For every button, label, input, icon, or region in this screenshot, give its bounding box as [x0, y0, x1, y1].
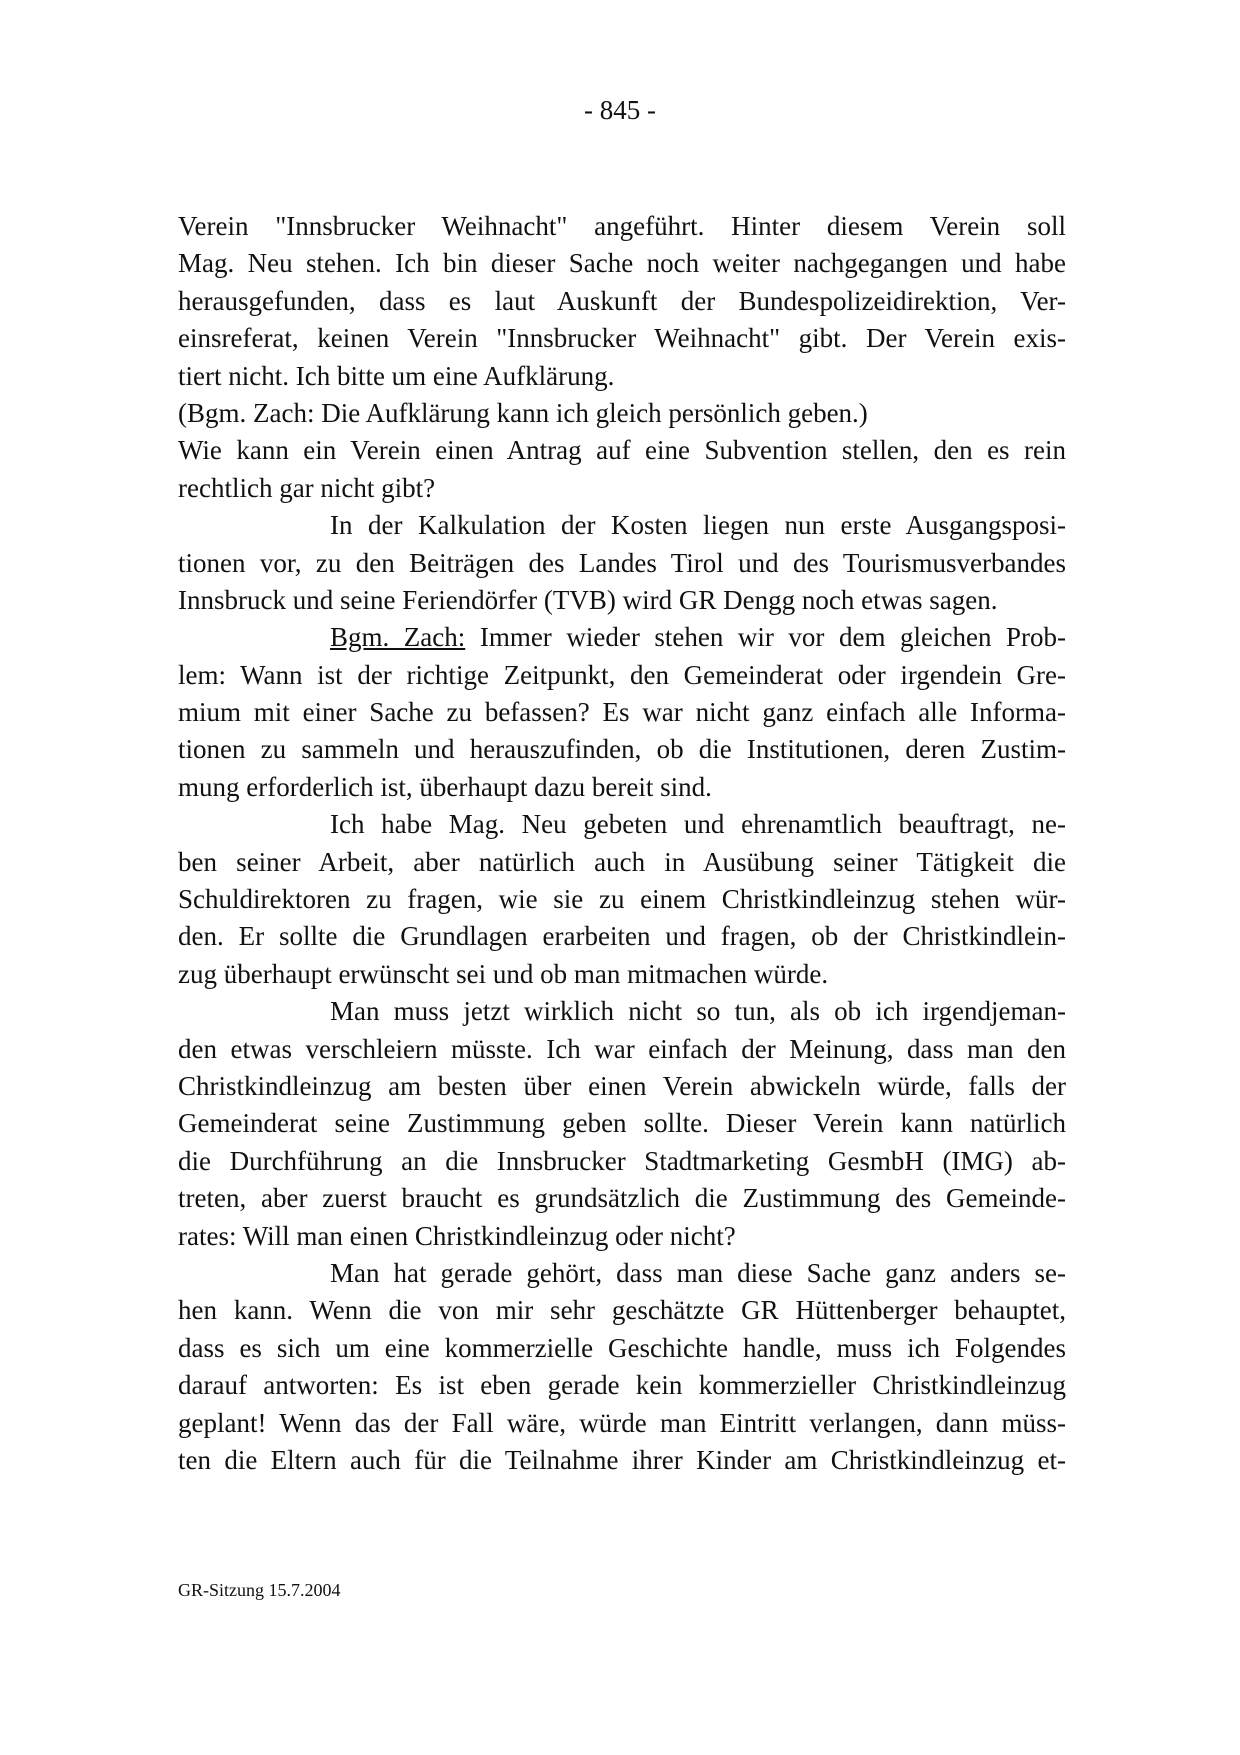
text-line: In der Kalkulation der Kosten liegen nun erste Ausgangsposi-: [330, 510, 1066, 541]
page-footer: GR-Sitzung 15.7.2004: [178, 1580, 341, 1600]
text-line: den etwas verschleiern müsste. Ich war einfach der Meinung, dass man den: [178, 1033, 1066, 1064]
text-line: tiert nicht. Ich bitte um eine Aufklärung.: [178, 360, 615, 391]
text-line: dass es sich um eine kommerzielle Geschichte handle, muss ich Folgendes: [178, 1332, 1066, 1363]
paragraph-6: [178, 806, 1066, 993]
paragraph-5: [178, 619, 1066, 806]
text-line: einsreferat, keinen Verein "Innsbrucker Weihnacht" gibt. Der Verein exis-: [178, 323, 1066, 354]
text-line: mung erforderlich ist, überhaupt dazu bereit sind.: [178, 771, 712, 802]
text-line: rechtlich gar nicht gibt?: [178, 472, 436, 503]
text-line: mium mit einer Sache zu befassen? Es war nicht ganz einfach alle Informa-: [178, 697, 1066, 728]
text-line: die Durchführung an die Innsbrucker Stadtmarketing GesmbH (IMG) ab-: [178, 1145, 1066, 1176]
text-line: Ich habe Mag. Neu gebeten und ehrenamtlich beauftragt, ne-: [330, 809, 1066, 840]
text-line: [178, 619, 1066, 656]
text-line: treten, aber zuerst braucht es grundsätzlich die Zustimmung des Gemeinde-: [178, 1183, 1066, 1214]
text-line: Man muss jetzt wirklich nicht so tun, als ob ich irgendjeman-: [330, 996, 1066, 1027]
text-line: herausgefunden, dass es laut Auskunft der Bundespolizeidirektion, Ver-: [178, 285, 1066, 316]
paragraph-1: [178, 208, 1066, 395]
text-line: Christkindleinzug am besten über einen Verein abwickeln würde, falls der: [178, 1070, 1066, 1101]
speaker-name: Bgm. Zach:: [330, 622, 466, 653]
paragraph-3: [178, 432, 1066, 507]
text-line: tionen vor, zu den Beiträgen des Landes Tirol und des Tourismusverbandes: [178, 547, 1066, 578]
text-line: Innsbruck und seine Feriendörfer (TVB) wird GR Dengg noch etwas sagen.: [178, 584, 998, 615]
text-line: Mag. Neu stehen. Ich bin dieser Sache noch weiter nachgegangen und habe: [178, 248, 1066, 279]
text-line: ten die Eltern auch für die Teilnahme ihrer Kinder am Christkindleinzug et-: [178, 1444, 1066, 1475]
paragraph-2: [178, 395, 1066, 432]
text-line: lem: Wann ist der richtige Zeitpunkt, den Gemeinderat oder irgendein Gre-: [178, 659, 1066, 690]
text-line: Schuldirektoren zu fragen, wie sie zu einem Christkindleinzug stehen wür-: [178, 884, 1066, 915]
text-line: (Bgm. Zach: Die Aufklärung kann ich gleich persönlich geben.): [178, 397, 868, 428]
text-line: darauf antworten: Es ist eben gerade kein kommerzieller Christkindleinzug: [178, 1370, 1066, 1401]
text-line: geplant! Wenn das der Fall wäre, würde man Eintritt verlangen, dann müss-: [178, 1407, 1066, 1438]
text-line: Verein "Innsbrucker Weihnacht" angeführt. Hinter diesem Verein soll: [178, 211, 1066, 241]
text-line: tionen zu sammeln und herauszufinden, ob die Institutionen, deren Zustim-: [178, 734, 1066, 765]
paragraph-7: [178, 993, 1066, 1255]
document-body: [178, 208, 1066, 1479]
text-line: hen kann. Wenn die von mir sehr geschätzte GR Hüttenberger behauptet,: [178, 1295, 1066, 1326]
page-number: - 845 -: [584, 95, 656, 125]
paragraph-4: [178, 507, 1066, 619]
text-line: rates: Will man einen Christkindleinzug oder nicht?: [178, 1220, 736, 1251]
paragraph-8: [178, 1255, 1066, 1479]
text-line: Wie kann ein Verein einen Antrag auf eine Subvention stellen, den es rein: [178, 435, 1066, 466]
text-line: Gemeinderat seine Zustimmung geben sollte. Dieser Verein kann natürlich: [178, 1108, 1066, 1139]
text-line: zug überhaupt erwünscht sei und ob man mitmachen würde.: [178, 958, 829, 989]
text-line-rest: Immer wieder stehen wir vor dem gleichen Prob-: [465, 622, 1066, 653]
text-line: den. Er sollte die Grundlagen erarbeiten und fragen, ob der Christkindlein-: [178, 921, 1066, 952]
text-line: Man hat gerade gehört, dass man diese Sache ganz anders se-: [330, 1257, 1066, 1288]
text-line: ben seiner Arbeit, aber natürlich auch in Ausübung seiner Tätigkeit die: [178, 846, 1066, 877]
